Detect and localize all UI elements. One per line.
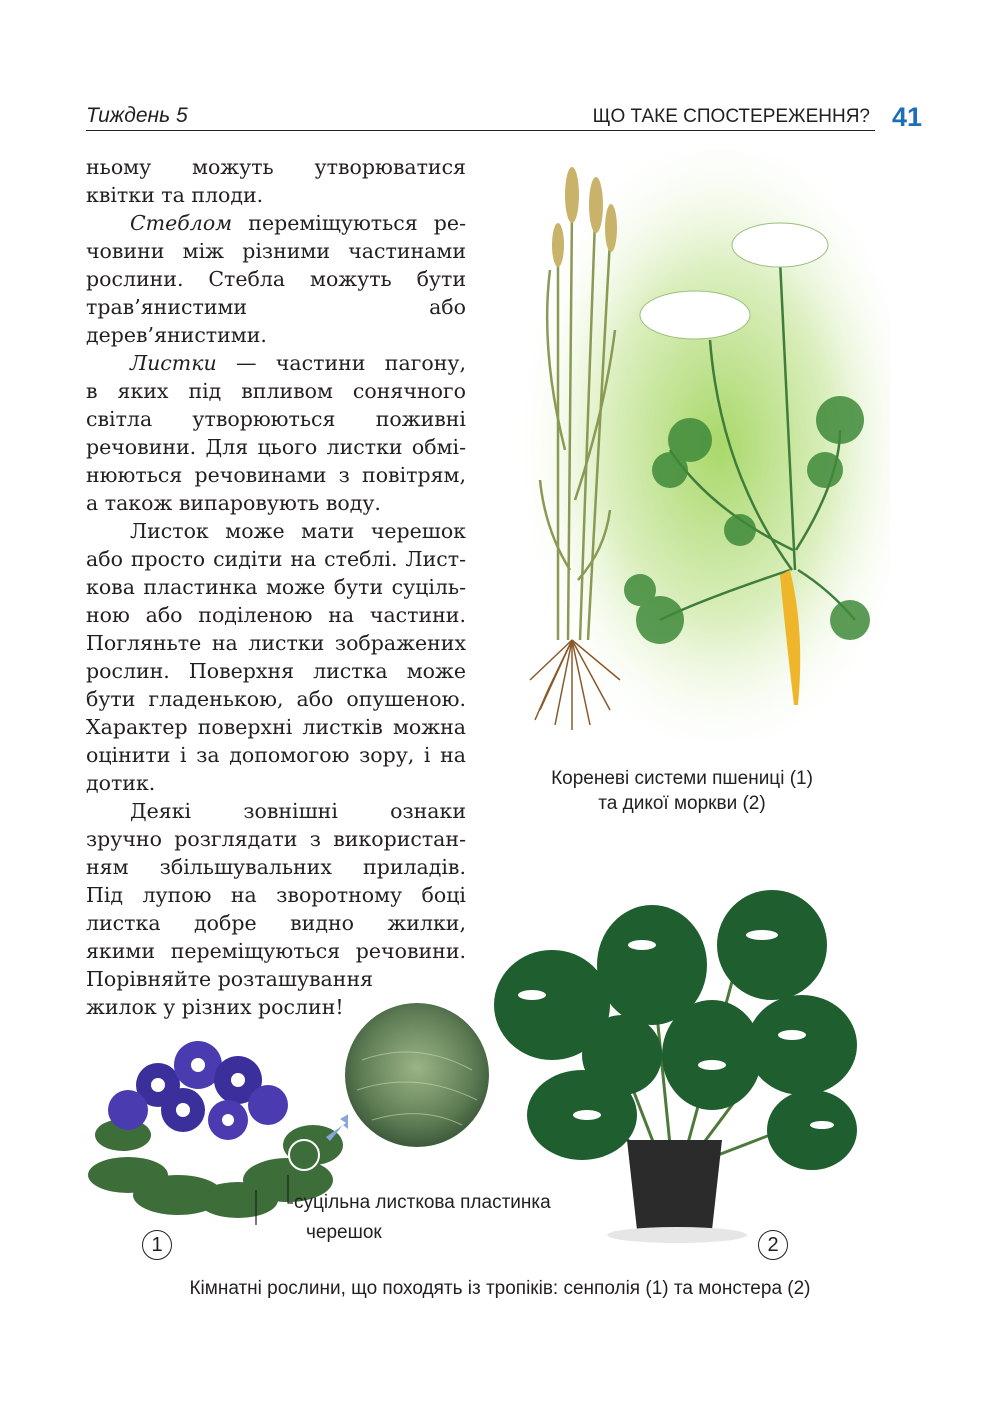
text-line: Погляньте на листки зображених — [86, 631, 466, 655]
roots-illustration — [510, 150, 890, 740]
text-line: Під лупою на зворотному боці — [86, 883, 466, 907]
text-line: кова пластинка може бути суціль- — [86, 575, 466, 599]
text-line: ною або поділеною на частини. — [86, 603, 466, 627]
term-stem: Стеблом — [130, 211, 233, 235]
number-badge-1: 1 — [142, 1230, 172, 1260]
text-line: бути гладенькою, або опушеною. — [86, 687, 466, 711]
header-rule — [86, 130, 875, 131]
text-line: човини між різними частинами — [86, 239, 466, 263]
text-line: дотик. — [86, 771, 156, 795]
number-badge-2: 2 — [758, 1230, 788, 1260]
text-line: листка добре видно жилки, — [86, 911, 466, 935]
text-line: жилок у різних рослин! — [86, 995, 344, 1019]
text-line: в яких під впливом сонячного — [86, 379, 466, 403]
houseplants-caption: Кімнатні рослини, що походять із тропіків: сенполія (1) та монстера (2) — [189, 1278, 811, 1299]
violet-flowers — [108, 1041, 288, 1140]
text-line: Листок може мати черешок — [130, 519, 466, 543]
text-line: нюються речовинами з повітрям, — [86, 463, 466, 487]
text-line: Порівняйте розташування — [86, 967, 374, 991]
page-number: 41 — [891, 102, 922, 132]
text-line: ньому можуть утворюватися — [86, 155, 466, 179]
roots-caption — [520, 766, 844, 816]
monstera-leaves — [494, 890, 857, 1170]
text-line: Деякі зовнішні ознаки — [130, 799, 466, 823]
monstera-illustration — [492, 885, 872, 1245]
text-line: світла утворюються поживні — [86, 407, 466, 431]
leaf-magnified-view — [342, 1000, 492, 1150]
text-line: Характер поверхні листків можна — [86, 715, 466, 739]
text-line: зручно розглядати з використан- — [86, 827, 466, 851]
text-line: речовини. Для цього листки обмі- — [86, 435, 466, 459]
text-line: а також випаровують воду. — [86, 491, 381, 515]
text-line: оцінити і за допомогою зору, і на — [86, 743, 466, 767]
roots-caption-line1: Кореневі системи пшениці (1) — [551, 768, 813, 789]
body-text — [86, 153, 466, 1021]
roots-caption-line2: та дикої моркви (2) — [598, 793, 766, 814]
term-leaves: Листки — [130, 351, 217, 375]
label-leaf-blade: суцільна листкова пластинка — [294, 1192, 551, 1213]
text-line: квітки та плоди. — [86, 183, 264, 207]
text-line: Листки — частини пагону, — [130, 351, 466, 375]
label-petiole: черешок — [306, 1222, 382, 1243]
pot-shadow — [607, 1227, 747, 1243]
chapter-title: ЩО ТАКЕ СПОСТЕРЕЖЕННЯ? — [592, 106, 870, 127]
text-line: або просто сидіти на стеблі. Лист- — [86, 547, 466, 571]
text-line: трав’янистими або дерев’янистими. — [86, 295, 466, 347]
text-line: ням збільшувальних приладів. — [86, 855, 466, 879]
text-line: рослин. Поверхня листка може — [86, 659, 466, 683]
text-line: Стеблом переміщуються ре- — [130, 211, 466, 235]
text-line: якими переміщуються речовини. — [86, 939, 466, 963]
text-line: рослини. Стебла можуть бути — [86, 267, 466, 291]
monstera-pot — [627, 1140, 722, 1230]
week-label: Тиждень 5 — [86, 104, 188, 127]
